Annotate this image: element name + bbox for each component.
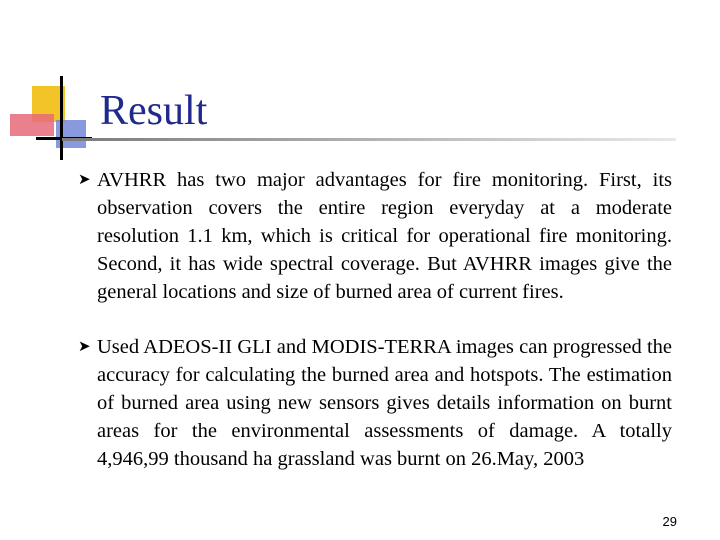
page-number: 29 bbox=[662, 514, 677, 529]
arrow-bullet-icon: ➤ bbox=[78, 172, 91, 188]
slide-title: Result bbox=[100, 88, 208, 134]
decoration-red-block bbox=[10, 114, 54, 136]
title-underline bbox=[62, 138, 676, 141]
bullet-item bbox=[78, 333, 672, 473]
bullet-text: Used ADEOS-II GLI and MODIS-TERRA images can progressed the accuracy for calculating the burned area and hotspots. The estimation of burned area using new sensors gives details information on burnt areas for the environmental assessments of damage. A totally 4,946,99 thousand ha grassland was burnt on 26.May, 2003 bbox=[97, 336, 672, 470]
arrow-bullet-icon: ➤ bbox=[78, 339, 91, 355]
bullet-item bbox=[78, 166, 672, 306]
decoration-vertical-line bbox=[60, 76, 63, 160]
bullet-list bbox=[78, 166, 672, 500]
bullet-text: AVHRR has two major advantages for fire monitoring. First, its observation covers the entire region everyday at a moderate resolution 1.1 km, which is critical for operational fire monitoring. Second, it has wide spectral coverage. But AVHRR images give the general locations and size of burned area of current fires. bbox=[97, 169, 672, 303]
